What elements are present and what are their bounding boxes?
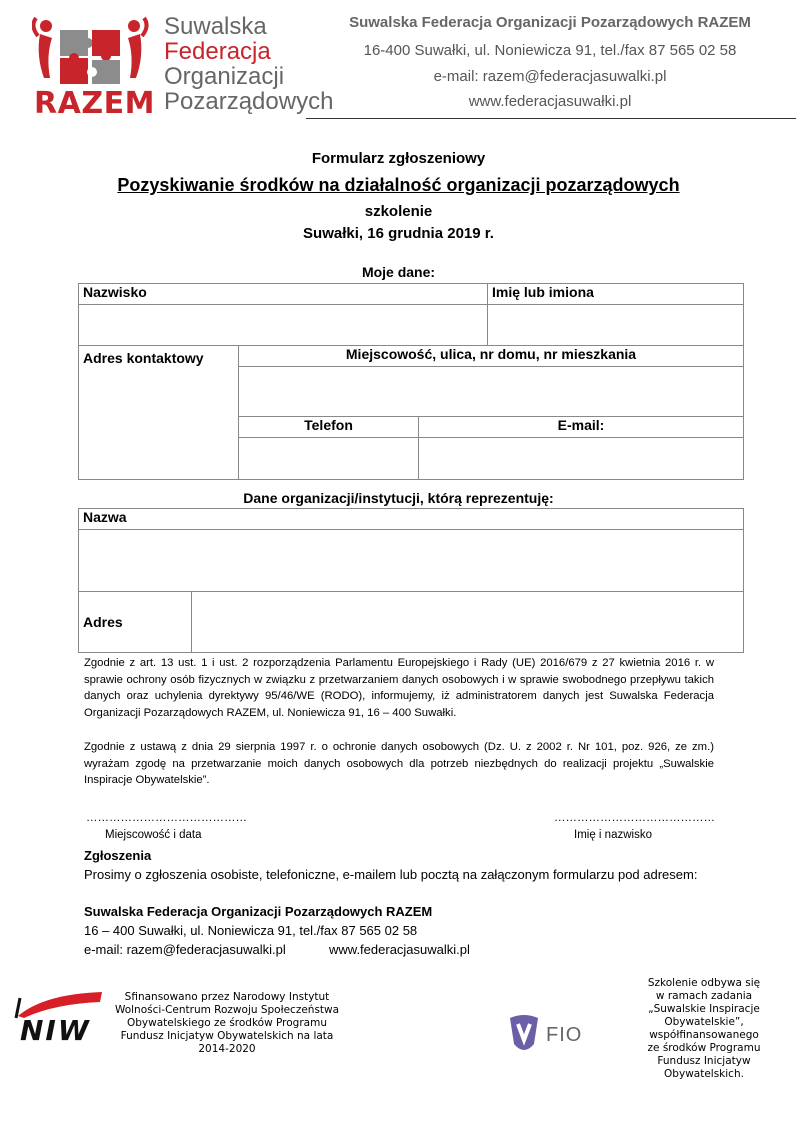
- form-type: szkolenie: [364, 203, 433, 220]
- header-org-name: Suwalska Federacja Organizacji Pozarządowych RAZEM: [349, 14, 751, 31]
- organization-table: [78, 508, 744, 653]
- signature-dots-right: ……………………………………: [554, 812, 715, 824]
- fio-emblem-icon: [506, 1014, 542, 1056]
- niw-wordmark: NIW: [20, 1014, 91, 1047]
- fio-wordmark: FIO: [546, 1024, 583, 1046]
- org-name-field[interactable]: [79, 530, 744, 592]
- program-info-text: Szkolenie odbywa się w ramach zadania „Suwalskie Inspiracje Obywatelskie”, współfinansowanego ze środków Programu Fundusz Inicjatyw Obywatelskich.: [647, 977, 761, 1080]
- organization-heading: Dane organizacji/instytucji, którą reprezentuję:: [243, 490, 554, 506]
- first-names-field[interactable]: [488, 305, 744, 346]
- header-address: 16-400 Suwałki, ul. Noniewicza 91, tel./fax 87 565 02 58: [363, 42, 737, 59]
- razem-brand: RAZEM: [34, 86, 155, 121]
- surname-label: Nazwisko: [79, 284, 488, 305]
- niw-funding-text: Sfinansowano przez Narodowy Instytut Wolności-Centrum Rozwoju Społeczeństwa Obywatelskiego ze środków Programu Fundusz Inicjatyw Obywatelskich na lata 2014-2020: [114, 991, 340, 1055]
- address-table: [78, 345, 744, 480]
- consent-paragraph-2: Zgodnie z ustawą z dnia 29 sierpnia 1997 r. o ochronie danych osobowych (Dz. U. z 2002 r. Nr 101, poz. 926, ze zm.) wyrażam zgodę na przetwarzanie moich danych osobowych dla potrzeb niezbędnych do realizacji projektu „Suwalskie Inspiracje Obywatelskie”.: [84, 741, 714, 786]
- submission-heading: Zgłoszenia: [84, 848, 152, 863]
- address-field[interactable]: [239, 367, 744, 417]
- consent-paragraph-1: Zgodnie z art. 13 ust. 1 i ust. 2 rozporządzenia Parlamentu Europejskiego i Rady (UE) 2016/679 z 27 kwietnia 2016 r. w sprawie ochrony osób fizycznych w związku z przetwarzaniem danych osobowych i w sprawie swobodnego przepływu takich danych oraz uchylenia dyrektywy 95/46/WE (RODO), informujemy, iż administratorem danych jest Suwalska Federacja Organizacji Pozarządowych RAZEM, ul. Noniewicza 91, 16 – 400 Suwałki.: [84, 657, 714, 719]
- submission-website: www.federacjasuwalki.pl: [329, 942, 470, 957]
- org-address-label: Adres: [79, 592, 192, 653]
- personal-table: [78, 283, 744, 346]
- signature-label-left: Miejscowość i data: [105, 829, 202, 841]
- org-name-label: Nazwa: [79, 509, 744, 530]
- logo-line-1: Suwalska: [164, 13, 267, 40]
- submission-address: 16 – 400 Suwałki, ul. Noniewicza 91, tel./fax 87 565 02 58: [84, 923, 418, 938]
- personal-heading: Moje dane:: [361, 264, 436, 280]
- signature-label-right: Imię i nazwisko: [574, 829, 652, 841]
- razem-logo: [30, 13, 334, 124]
- first-names-label: Imię lub imiona: [488, 284, 744, 305]
- signature-dots-left: ……………………………………: [86, 812, 247, 824]
- header-divider: [306, 118, 796, 119]
- phone-field[interactable]: [239, 438, 419, 480]
- surname-field[interactable]: [79, 305, 488, 346]
- niw-logo: [14, 990, 104, 1054]
- puzzle-people-icon: [32, 16, 150, 94]
- form-topic: Pozyskiwanie środków na działalność organizacji pozarządowych: [117, 175, 680, 195]
- form-place-date: Suwałki, 16 grudnia 2019 r.: [303, 225, 494, 242]
- submission-text: Prosimy o zgłoszenia osobiste, telefoniczne, e-mailem lub pocztą na załączonym formularzu pod adresem:: [84, 867, 698, 882]
- address-fields-label: Miejscowość, ulica, nr domu, nr mieszkania: [239, 346, 744, 367]
- fio-logo: [506, 1014, 596, 1058]
- email-field[interactable]: [419, 438, 744, 480]
- header-email: e-mail: razem@federacjasuwalki.pl: [433, 68, 667, 85]
- submission-org: Suwalska Federacja Organizacji Pozarządowych RAZEM: [84, 904, 433, 919]
- phone-label: Telefon: [239, 417, 419, 438]
- logo-line-4: Pozarządowych: [164, 88, 334, 115]
- form-label: Formularz zgłoszeniowy: [311, 150, 486, 167]
- email-label: E-mail:: [419, 417, 744, 438]
- header-website: www.federacjasuwałki.pl: [468, 93, 632, 110]
- contact-address-label: Adres kontaktowy: [79, 346, 239, 480]
- logo-line-3: Organizacji: [164, 63, 285, 90]
- org-address-field[interactable]: [192, 592, 744, 653]
- logo-line-2: Federacja: [164, 38, 271, 65]
- submission-email: e-mail: razem@federacjasuwalki.pl: [84, 942, 286, 957]
